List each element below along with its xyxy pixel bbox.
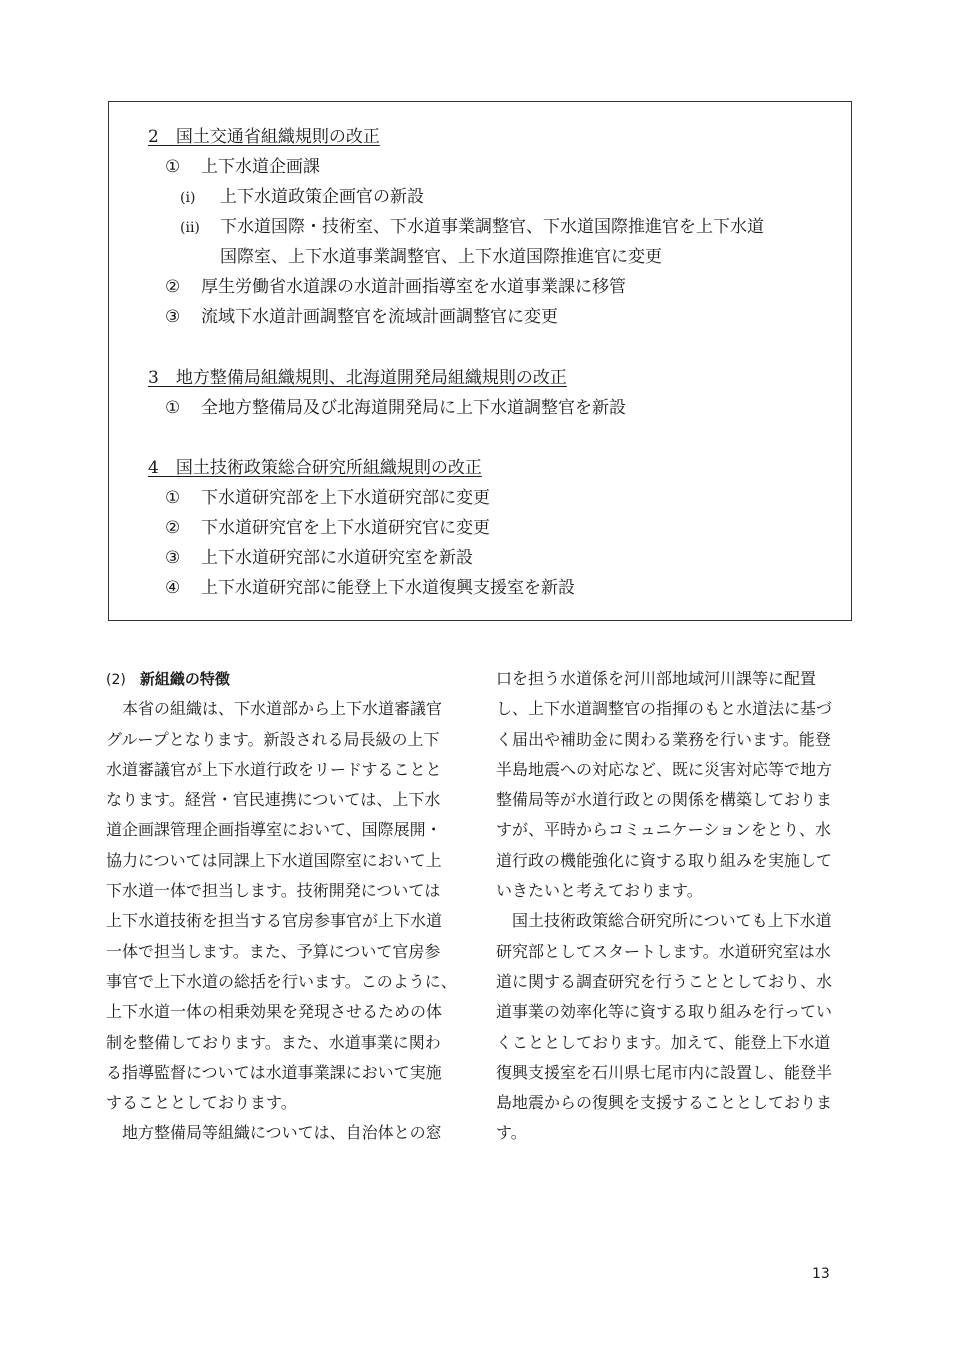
sec4-item-3: ③ 上下水道研究部に水道研究室を新設: [165, 548, 473, 568]
paragraph-line: 道事業の効率化等に資する取り組みを行ってい: [496, 1002, 833, 1022]
paragraph-line: することとしております。: [106, 1093, 297, 1113]
paragraph-line: 協力については同課上下水道国際室において上: [106, 850, 442, 870]
section-heading: [106, 664, 464, 694]
sec3-item-1: ① 全地方整備局及び北海道開発局に上下水道調整官を新設: [165, 398, 626, 418]
section-2-heading: 2 国土交通省組織規則の改正: [148, 127, 380, 147]
sec2-item-2: ② 厚生労働省水道課の水道計画指導室を水道事業課に移管: [165, 277, 626, 297]
section-title: 新組織の特徴: [139, 670, 230, 688]
section-4-heading: 4 国土技術政策総合研究所組織規則の改正: [148, 458, 482, 478]
sec2-item-1-i: (i) 上下水道政策企画官の新設: [180, 187, 424, 207]
paragraph-line: 道行政の機能強化に資する取り組みを実施して: [496, 850, 833, 870]
paragraph-line: 道企画課管理企画指導室において、国際展開・: [106, 820, 442, 840]
paragraph-line: 水道審議官が上下水道行政をリードすることと: [106, 759, 442, 779]
section-number: (2): [106, 672, 126, 688]
paragraph-line: 口を担う水道係を河川部地域河川課等に配置: [496, 669, 817, 688]
paragraph-line: 事官で上下水道の総括を行います。このように、: [106, 971, 457, 991]
sec4-item-1: ① 下水道研究部を上下水道研究部に変更: [165, 488, 490, 508]
sec2-item-1-ii-cont: 国際室、上下水道事業調整官、上下水道国際推進官に変更: [220, 247, 662, 267]
paragraph-line: 復興支援室を石川県七尾市内に設置し、能登半: [496, 1062, 833, 1082]
paragraph-line: くこととしております。加えて、能登上下水道: [496, 1032, 831, 1052]
outline-box: [108, 101, 852, 621]
paragraph-line: 地方整備局等組織については、自治体との窓: [106, 1123, 442, 1143]
paragraph-line: く届出や補助金に関わる業務を行います。能登: [496, 729, 831, 749]
paragraph-line: 一体で担当します。また、予算について官房参: [106, 941, 441, 961]
right-column: [496, 664, 854, 1149]
paragraph-line: 本省の組織は、下水道部から上下水道審議官: [106, 699, 443, 719]
page-number: 13: [812, 1266, 830, 1282]
sec2-item-1-ii: (ii) 下水道国際・技術室、下水道事業調整官、下水道国際推進官を上下水道: [180, 217, 764, 237]
sec2-item-1: ① 上下水道企画課: [165, 157, 320, 177]
paragraph-line: る指導監督については水道事業課において実施: [106, 1062, 442, 1082]
left-column: [106, 664, 464, 1149]
paragraph-line: 道に関する調査研究を行うこととしており、水: [496, 971, 833, 991]
paragraph-line: 整備局等が水道行政との関係を構築しておりま: [496, 790, 833, 810]
paragraph-line: 上下水道技術を担当する官房参事官が上下水道: [106, 911, 443, 931]
section-3-heading: 3 地方整備局組織規則、北海道開発局組織規則の改正: [148, 368, 567, 388]
paragraph-line: 島地震からの復興を支援することとしておりま: [496, 1093, 833, 1113]
paragraph-line: 制を整備しております。また、水道事業に関わ: [106, 1032, 441, 1052]
paragraph-line: し、上下水道調整官の指揮のもと水道法に基づ: [496, 699, 833, 719]
paragraph-line: グループとなります。新設される局長級の上下: [106, 729, 440, 749]
paragraph-line: 国土技術政策総合研究所についても上下水道: [496, 911, 832, 931]
paragraph-line: 下水道一体で担当します。技術開発については: [106, 881, 441, 901]
paragraph-line: いきたいと考えております。: [496, 881, 703, 901]
paragraph-line: なります。経営・官民連携については、上下水: [106, 790, 441, 810]
paragraph-line: 上下水道一体の相乗効果を発現させるための体: [106, 1002, 443, 1022]
paragraph-line: すが、平時からコミュニケーションをとり、水: [496, 820, 832, 840]
sec4-item-4: ④ 上下水道研究部に能登上下水道復興支援室を新設: [165, 578, 575, 598]
paragraph-line: 半島地震への対応など、既に災害対応等で地方: [496, 759, 833, 779]
paragraph-line: す。: [496, 1123, 527, 1143]
sec4-item-2: ② 下水道研究官を上下水道研究官に変更: [165, 518, 490, 538]
sec2-item-3: ③ 流域下水道計画調整官を流域計画調整官に変更: [165, 307, 558, 327]
paragraph-line: 研究部としてスタートします。水道研究室は水: [496, 941, 831, 961]
